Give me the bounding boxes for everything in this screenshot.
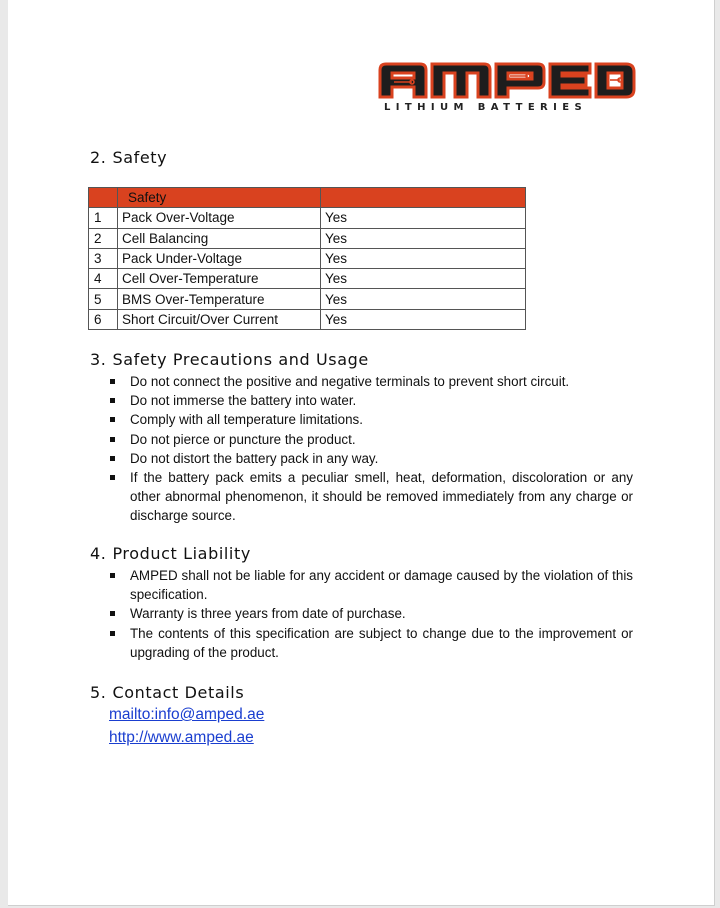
section-number: 5. <box>90 683 107 702</box>
bullet-icon <box>110 379 115 384</box>
bullet-icon <box>110 398 115 403</box>
precautions-list <box>89 372 633 526</box>
list-item <box>89 372 633 391</box>
bullet-icon <box>110 611 115 616</box>
document-page <box>8 0 715 906</box>
row-number: 5 <box>89 289 118 309</box>
list-item-text: Do not distort the battery pack in any way. <box>130 450 379 466</box>
bullet-icon <box>110 475 115 480</box>
liability-list <box>89 566 633 662</box>
row-value: Yes <box>321 248 526 268</box>
section-title: Safety <box>112 148 168 167</box>
list-item <box>89 468 633 526</box>
row-number: 1 <box>89 208 118 228</box>
bullet-icon <box>110 437 115 442</box>
safety-table <box>88 187 526 330</box>
row-feature: Pack Over-Voltage <box>118 208 321 228</box>
section-heading-precautions <box>90 350 369 369</box>
logo-tagline: LITHIUM BATTERIES <box>384 102 588 113</box>
list-item <box>89 449 633 468</box>
list-item <box>89 566 633 604</box>
list-item-text: Do not pierce or puncture the product. <box>130 431 356 447</box>
table-row <box>89 309 526 329</box>
bullet-icon <box>110 417 115 422</box>
row-feature: Pack Under-Voltage <box>118 248 321 268</box>
table-row <box>89 269 526 289</box>
list-item-text: AMPED shall not be liable for any accident or damage caused by the violation of this specification. <box>130 568 633 603</box>
section-heading-contact <box>90 683 244 702</box>
list-item-text: If the battery pack emits a peculiar smell, heat, deformation, discoloration or any other abnormal phenomenon, it should be removed immediately from any charge or discharge source. <box>130 470 633 524</box>
row-value: Yes <box>321 228 526 248</box>
row-value: Yes <box>321 309 526 329</box>
section-number: 3. <box>90 350 107 369</box>
list-item-text: Warranty is three years from date of purchase. <box>130 606 406 622</box>
amped-wordmark-graphic <box>376 60 638 100</box>
email-link[interactable]: mailto:info@amped.ae <box>109 706 265 723</box>
row-value: Yes <box>321 289 526 309</box>
bullet-icon <box>110 456 115 461</box>
website-link[interactable]: http://www.amped.ae <box>109 729 254 746</box>
bullet-icon <box>110 631 115 636</box>
list-item <box>89 624 633 662</box>
row-number: 4 <box>89 269 118 289</box>
bullet-icon <box>110 573 115 578</box>
table-row <box>89 228 526 248</box>
list-item-text: Do not immerse the battery into water. <box>130 393 357 409</box>
row-number: 2 <box>89 228 118 248</box>
table-row <box>89 289 526 309</box>
table-row <box>89 208 526 228</box>
list-item-text: Do not connect the positive and negative terminals to prevent short circuit. <box>130 374 570 389</box>
list-item <box>89 604 633 623</box>
amped-logo <box>376 60 638 100</box>
table-row <box>89 248 526 268</box>
list-item-text: Comply with all temperature limitations. <box>130 412 363 428</box>
table-header-cell <box>89 188 118 208</box>
row-value: Yes <box>321 269 526 289</box>
section-number: 2. <box>90 148 107 167</box>
row-number: 3 <box>89 248 118 268</box>
section-title: Contact Details <box>112 683 245 702</box>
table-header-cell <box>321 188 526 208</box>
section-number: 4. <box>90 544 107 563</box>
list-item-text: The contents of this specification are subject to change due to the improvement or upgrading of the product. <box>130 625 633 660</box>
section-title: Product Liability <box>112 544 251 563</box>
table-header-row <box>89 188 526 208</box>
list-item <box>89 430 633 449</box>
row-number: 6 <box>89 309 118 329</box>
row-feature: Short Circuit/Over Current <box>118 309 321 329</box>
section-title: Safety Precautions and Usage <box>112 350 369 369</box>
list-item <box>89 391 633 410</box>
section-heading-liability <box>90 544 251 563</box>
row-feature: BMS Over-Temperature <box>118 289 321 309</box>
list-item <box>89 410 633 429</box>
row-value: Yes <box>321 208 526 228</box>
table-header-cell: Safety <box>118 188 321 208</box>
section-heading-safety <box>90 148 167 167</box>
row-feature: Cell Balancing <box>118 228 321 248</box>
row-feature: Cell Over-Temperature <box>118 269 321 289</box>
